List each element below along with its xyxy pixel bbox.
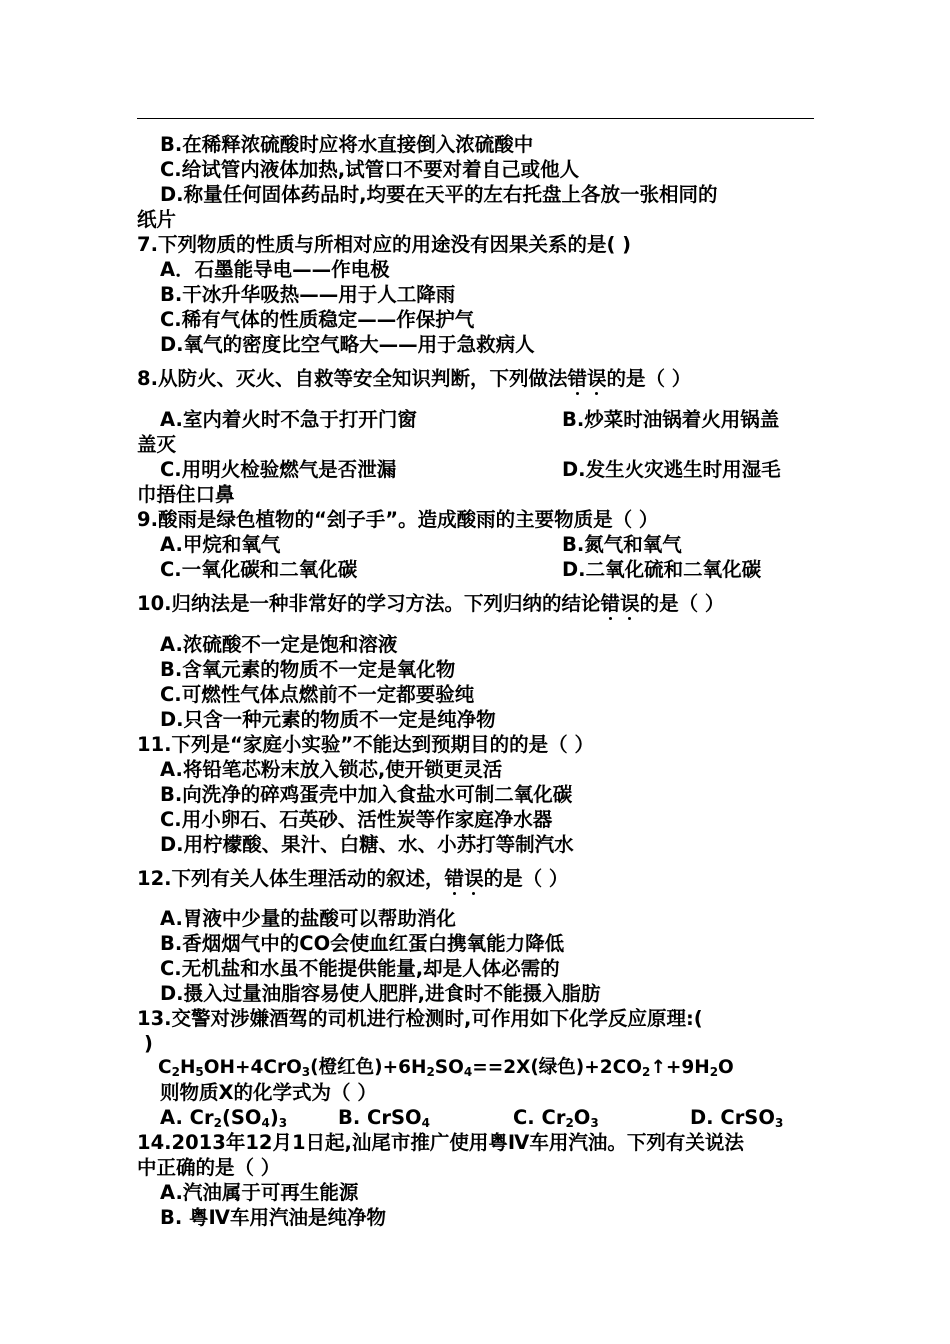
question-8: 8.从防火、灭火、自救等安全知识判断，下列做法错误的是（ ）	[137, 367, 692, 390]
q10-option-c: C.可燃性气体点燃前不一定都要验纯	[160, 683, 475, 706]
question-14-cont: 中正确的是（ ）	[137, 1156, 281, 1179]
emphasis-mark: 错	[567, 367, 587, 390]
question-13-cont: )	[144, 1032, 153, 1055]
emphasis-mark: 误	[464, 867, 484, 890]
q9-option-b: B.氮气和氧气	[562, 533, 682, 556]
emphasis-mark: 错	[600, 592, 621, 615]
q13-ask: 则物质X的化学式为（ ）	[160, 1081, 377, 1104]
q6-option-d-cont: 纸片	[137, 208, 177, 231]
q6-option-b: B.在稀释浓硫酸时应将水直接倒入浓硫酸中	[160, 133, 534, 156]
q10-option-b: B.含氧元素的物质不一定是氧化物	[160, 658, 456, 681]
q12-option-b: B.香烟烟气中的CO会使血红蛋白携氧能力降低	[160, 932, 565, 955]
question-7: 7.下列物质的性质与所相对应的用途没有因果关系的是( )	[137, 233, 632, 256]
question-13: 13.交警对涉嫌酒驾的司机进行检测时,可作用如下化学反应原理:(	[137, 1007, 703, 1030]
q7-option-c: C.稀有气体的性质稳定——作保护气	[160, 308, 475, 331]
q8-option-d-cont: 巾捂住口鼻	[137, 483, 235, 506]
q9-option-a: A.甲烷和氧气	[160, 533, 281, 556]
up-arrow-icon: ↑	[650, 1057, 666, 1078]
q8-option-c: C.用明火检验燃气是否泄漏	[160, 458, 397, 481]
q11-option-c: C.用小卵石、石英砂、活性炭等作家庭净水器	[160, 808, 553, 831]
q12-option-a: A.胃液中少量的盐酸可以帮助消化	[160, 907, 456, 930]
q7-option-d: D.氧气的密度比空气略大——用于急救病人	[160, 333, 535, 356]
q8-option-b-cont: 盖灭	[137, 433, 177, 456]
q10-option-d: D.只含一种元素的物质不一定是纯净物	[160, 708, 496, 731]
q14-option-b: B. 粤Ⅳ车用汽油是纯净物	[160, 1206, 386, 1229]
question-9: 9.酸雨是绿色植物的“刽子手”。造成酸雨的主要物质是（ ）	[137, 508, 659, 531]
q9-option-d: D.二氧化硫和二氧化碳	[562, 558, 762, 581]
question-14: 14.2013年12月1日起,汕尾市推广使用粤Ⅳ车用汽油。下列有关说法	[137, 1131, 744, 1154]
emphasis-mark: 错	[444, 867, 465, 890]
q6-option-c: C.给试管内液体加热,试管口不要对着自己或他人	[160, 158, 580, 181]
q7-option-b: B.干冰升华吸热——用于人工降雨	[160, 283, 456, 306]
q10-option-a: A.浓硫酸不一定是饱和溶液	[160, 633, 398, 656]
q6-option-d: D.称量任何固体药品时,均要在天平的左右托盘上各放一张相同的	[160, 183, 718, 206]
emphasis-mark: 误	[620, 592, 640, 615]
header-rule	[137, 118, 814, 119]
question-11: 11.下列是“家庭小实验”不能达到预期目的的是（ ）	[137, 733, 594, 756]
q13-option-c: C. $Cr_2O_3$	[513, 1106, 599, 1130]
q13-option-d: D. CrSO$_3$	[690, 1106, 784, 1130]
q12-option-d: D.摄入过量油脂容易使人肥胖,进食时不能摄入脂肪	[160, 982, 601, 1005]
q8-option-d: D.发生火灾逃生时用湿毛	[562, 458, 781, 481]
q12-option-c: C.无机盐和水虽不能提供能量,却是人体必需的	[160, 957, 560, 980]
q14-option-a: A.汽油属于可再生能源	[160, 1181, 359, 1204]
reaction-equation: $C_2H_5OH+4CrO_3$(橙红色)$+6H_2SO_4==2X$(绿色)$+2CO_2↑+9H_2O$	[158, 1057, 734, 1079]
q9-option-c: C.一氧化碳和二氧化碳	[160, 558, 358, 581]
q11-option-d: D.用柠檬酸、果汁、白糖、水、小苏打等制汽水	[160, 833, 574, 856]
q13-option-b: B. CrSO$_4$	[338, 1106, 430, 1130]
q11-option-a: A.将铅笔芯粉末放入锁芯,使开锁更灵活	[160, 758, 503, 781]
q7-option-a: A．石墨能导电——作电极	[160, 258, 390, 281]
q8-option-b: B.炒菜时油锅着火用锅盖	[562, 408, 780, 431]
emphasis-mark: 误	[587, 367, 607, 390]
question-10: 10.归纳法是一种非常好的学习方法。下列归纳的结论错误的是（ ）	[137, 592, 725, 615]
question-12: 12.下列有关人体生理活动的叙述，错误的是（ ）	[137, 867, 569, 890]
q8-option-a: A.室内着火时不急于打开门窗	[160, 408, 417, 431]
q11-option-b: B.向洗净的碎鸡蛋壳中加入食盐水可制二氧化碳	[160, 783, 573, 806]
q13-option-a: A. $Cr_2(SO_4)_3$	[160, 1106, 288, 1130]
